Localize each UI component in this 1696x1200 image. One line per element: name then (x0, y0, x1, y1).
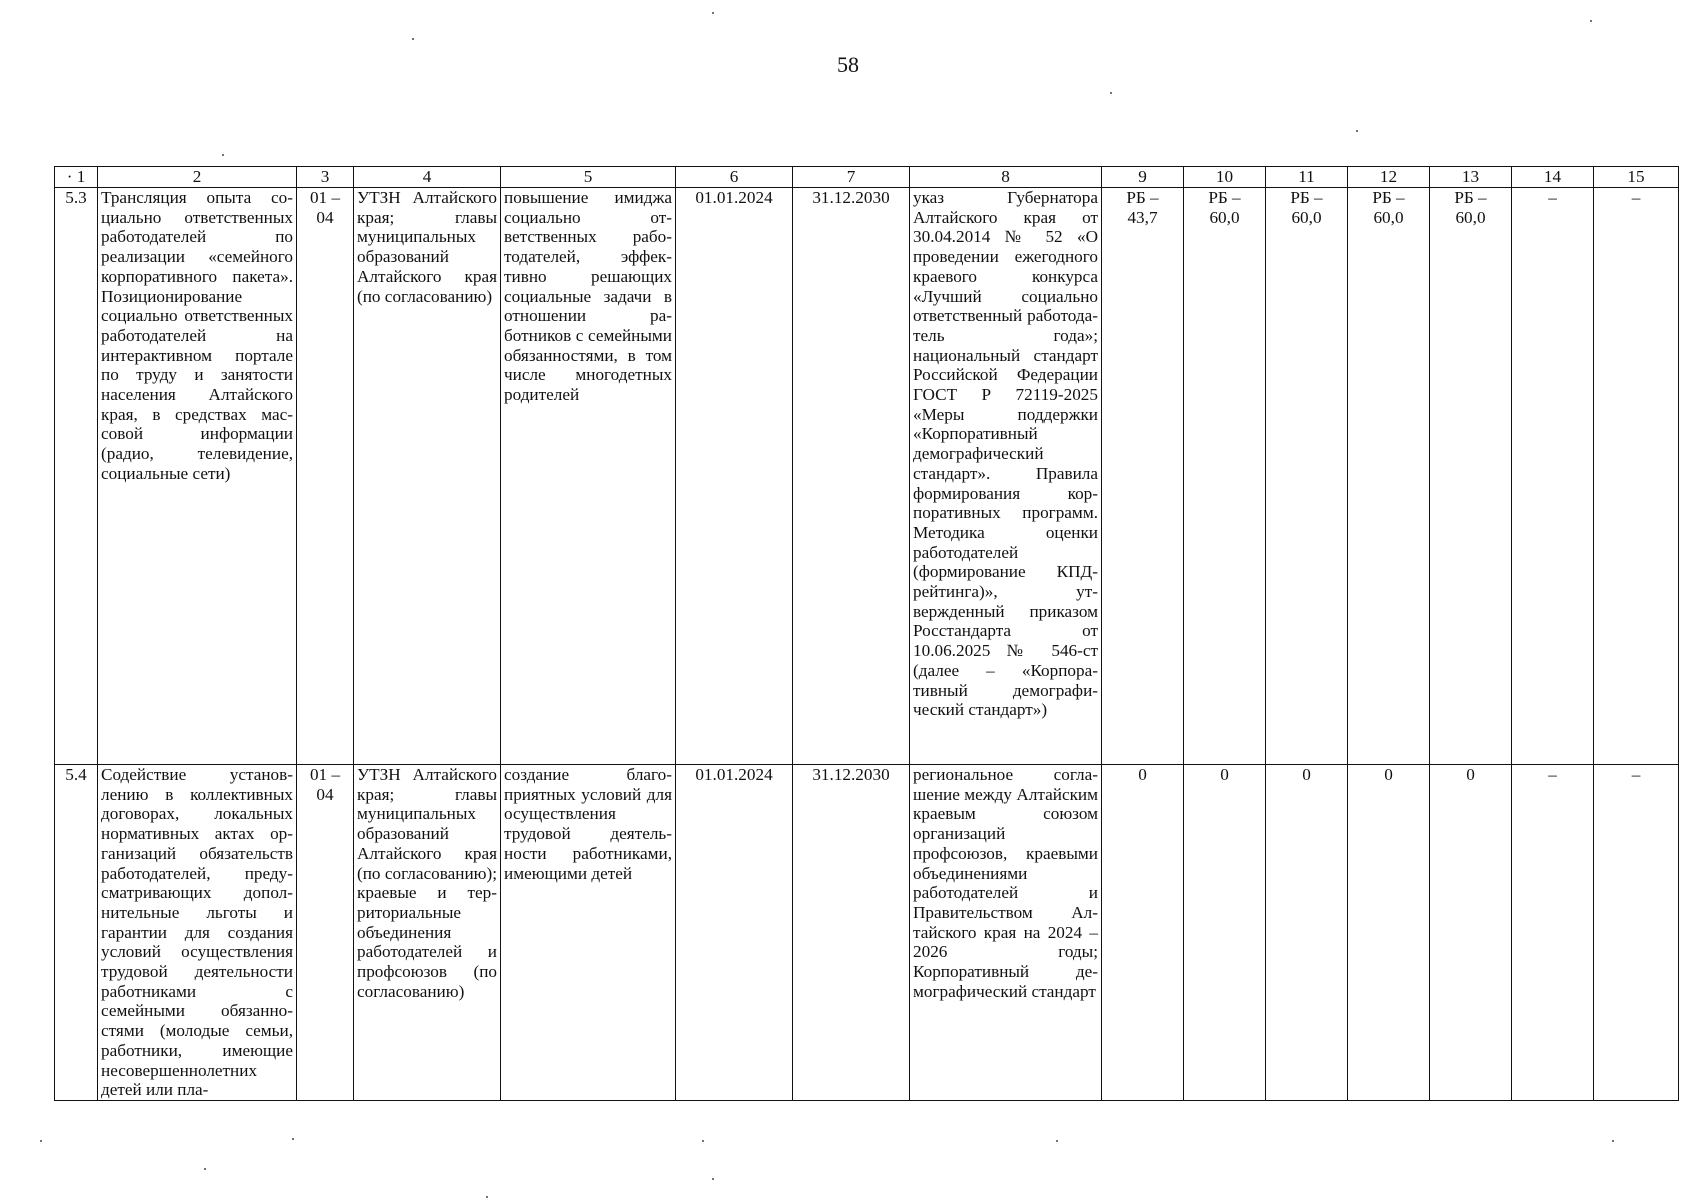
code-cell: 01 – 04 (297, 188, 354, 765)
scan-speck (40, 1140, 42, 1142)
scan-speck (1110, 92, 1112, 94)
funding-cell: 0 (1184, 765, 1266, 1101)
funding-cell: РБ – 60,0 (1348, 188, 1430, 765)
scan-speck (1590, 20, 1592, 22)
col-header: 6 (676, 167, 793, 188)
funding-cell: – (1594, 188, 1679, 765)
scan-speck (1612, 1140, 1614, 1142)
scan-speck (702, 1140, 704, 1142)
page-number: 58 (837, 52, 859, 77)
table-row (55, 765, 1679, 1101)
result-cell: повышение имиджа социально ответственных работодателей, эффективно решающих социальные задачи в отношении работников с семейными обязанностями, в том числе многодетных родителей (501, 188, 676, 765)
event-cell: Содействие установлению в коллективных договорах, локальных нормативных актах организаций обязательств работодателей, предусматривающих дополнительные льготы и гарантии для создания условий осуществления трудовой деятельности работниками с семейными обязанностями (молодые семьи, работники, имеющие несовершеннолетних детей или пла- (98, 765, 297, 1101)
col-header: 14 (1512, 167, 1594, 188)
col-header: 2 (98, 167, 297, 188)
col-header: 13 (1430, 167, 1512, 188)
funding-cell: РБ – 60,0 (1266, 188, 1348, 765)
funding-cell: – (1512, 765, 1594, 1101)
executor-cell: УТЗН Алтайского края; главы муниципальных образований Алтайского края (по согласованию); краевые и территориальные объединения работодателей и профсоюзов (по согласованию) (354, 765, 501, 1101)
scan-speck (1356, 130, 1358, 132)
funding-cell: 0 (1266, 765, 1348, 1101)
funding-cell: 0 (1102, 765, 1184, 1101)
funding-cell: РБ – 43,7 (1102, 188, 1184, 765)
col-header: 8 (910, 167, 1102, 188)
result-cell: создание благоприятных условий для осуществления трудовой деятельности работниками, имеющими детей (501, 765, 676, 1101)
col-header: 15 (1594, 167, 1679, 188)
event-cell: Трансляция опыта социально ответственных работодателей по реализации «семейного корпоративного пакета». Позиционирование социально ответственных работодателей на интерактивном портале по труду и занятости населения Алтайского края, в средствах массовой информации (радио, телевидение, социальные сети) (98, 188, 297, 765)
table-row (55, 188, 1679, 765)
col-header: 7 (793, 167, 910, 188)
col-header: 11 (1266, 167, 1348, 188)
scan-speck (292, 1138, 294, 1140)
funding-cell: 0 (1348, 765, 1430, 1101)
col-header: 4 (354, 167, 501, 188)
col-header: 9 (1102, 167, 1184, 188)
row-number: 5.3 (55, 188, 98, 765)
start-date-cell: 01.01.2024 (676, 765, 793, 1101)
scan-speck (204, 1168, 206, 1170)
funding-cell: – (1594, 765, 1679, 1101)
header-row (55, 167, 1679, 188)
funding-cell: РБ – 60,0 (1430, 188, 1512, 765)
end-date-cell: 31.12.2030 (793, 188, 910, 765)
col-header: 10 (1184, 167, 1266, 188)
col-header: · 1 (55, 167, 98, 188)
scan-speck (712, 12, 714, 14)
col-header: 12 (1348, 167, 1430, 188)
end-date-cell: 31.12.2030 (793, 765, 910, 1101)
col-header: 5 (501, 167, 676, 188)
scan-speck (1056, 1140, 1058, 1142)
basis-cell: региональное соглашение между Алтайским краевым союзом организаций профсоюзов, краевыми объединениями работодателей и Правительством Алтайского края на 2024 – 2026 годы; Корпоративный демографический стандарт (910, 765, 1102, 1101)
basis-cell: указ Губернатора Алтайского края от 30.04.2014 № 52 «О проведении ежегодного краевого конкурса «Лучший социально ответственный работодатель года»; национальный стандарт Российской Федерации ГОСТ Р 72119-2025 «Меры поддержки «Корпоративный демографический стандарт». Правила формирования корпоративных программ. Методика оценки работодателей (формирование КПД-рейтинга)», утвержденный приказом Росстандарта от 10.06.2025 № 546-ст (далее – «Корпоративный демографический стандарт») (910, 188, 1102, 765)
executor-cell: УТЗН Алтайского края; главы муниципальных образований Алтайского края (по согласованию) (354, 188, 501, 765)
start-date-cell: 01.01.2024 (676, 188, 793, 765)
scan-speck (222, 154, 224, 156)
funding-cell: РБ – 60,0 (1184, 188, 1266, 765)
row-number: 5.4 (55, 765, 98, 1101)
measures-table (54, 166, 1679, 1101)
funding-cell: 0 (1430, 765, 1512, 1101)
col-header: 3 (297, 167, 354, 188)
funding-cell: – (1512, 188, 1594, 765)
scan-speck (412, 38, 414, 40)
code-cell: 01 – 04 (297, 765, 354, 1101)
scan-speck (486, 1196, 488, 1198)
scan-speck (712, 1178, 714, 1180)
